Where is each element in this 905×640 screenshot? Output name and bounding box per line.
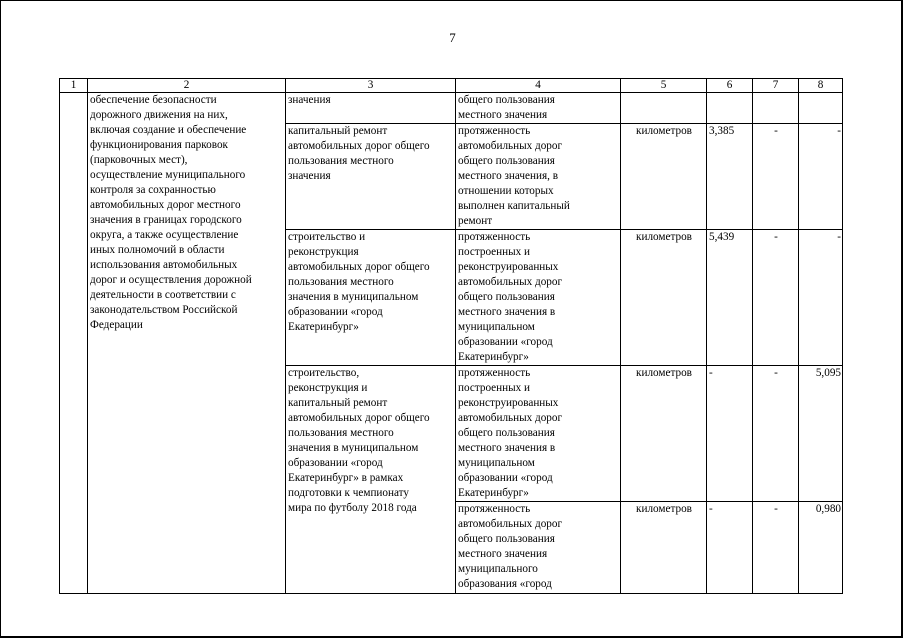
value-cell: 3,385 xyxy=(707,124,753,230)
unit-cell: километров xyxy=(621,502,707,594)
header-cell: 2 xyxy=(88,79,286,93)
table-row xyxy=(60,93,843,124)
value-cell xyxy=(707,93,753,124)
col2-cell xyxy=(88,93,286,594)
value-cell: - xyxy=(753,124,799,230)
value-cell xyxy=(753,93,799,124)
value-cell: 5,439 xyxy=(707,230,753,366)
header-cell: 1 xyxy=(60,79,88,93)
header-cell: 8 xyxy=(799,79,843,93)
col2-text: обеспечение безопасности дорожного движения на них, включая создание и обеспечение функционирования парковок (парковочных мест), осуществление муниципального контроля за сохранностью автомобильных дорог местного значения в границах городского округа, а также осуществление иных полномочий в области использования автомобильных дорог и осуществления дорожной деятельности в соответствии с законодательством Российской Федерации xyxy=(90,94,252,331)
unit-cell xyxy=(621,93,707,124)
header-cell: 3 xyxy=(286,79,456,93)
value-cell xyxy=(799,93,843,124)
header-cell: 6 xyxy=(707,79,753,93)
value-cell: - xyxy=(753,366,799,502)
col3-cell: капитальный ремонт автомобильных дорог общего пользования местного значения xyxy=(286,124,456,230)
col4-cell: протяженность автомобильных дорог общего пользования местного значения, в отношении которых выполнен капитальный ремонт xyxy=(456,124,621,230)
value-cell: - xyxy=(707,366,753,502)
value-cell: - xyxy=(799,124,843,230)
col3-cell: значения xyxy=(286,93,456,124)
header-cell: 5 xyxy=(621,79,707,93)
col4-cell: протяженность построенных и реконструированных автомобильных дорог общего пользования местного значения в муниципальном образовании «город Екатеринбург» xyxy=(456,366,621,502)
page-number: 7 xyxy=(449,30,456,45)
col3-cell: строительство, реконструкция и капитальный ремонт автомобильных дорог общего пользования местного значения в муниципальном образовании «город Екатеринбург» в рамках подготовки к чемпионату мира по футболу 2018 года xyxy=(286,366,456,594)
header-row xyxy=(60,79,843,93)
col4-cell: общего пользования местного значения xyxy=(456,93,621,124)
value-cell: 0,980 xyxy=(799,502,843,594)
unit-cell: километров xyxy=(621,366,707,502)
col4-cell: протяженность автомобильных дорог общего пользования местного значения муниципального образования «город xyxy=(456,502,621,594)
value-cell: - xyxy=(799,230,843,366)
col3-cell: строительство и реконструкция автомобильных дорог общего пользования местного значения в муниципальном образовании «город Екатеринбург» xyxy=(286,230,456,366)
value-cell: - xyxy=(753,502,799,594)
value-cell: 5,095 xyxy=(799,366,843,502)
col1-cell xyxy=(60,93,88,594)
col4-cell: протяженность построенных и реконструированных автомобильных дорог общего пользования местного значения в муниципальном образовании «город Екатеринбург» xyxy=(456,230,621,366)
data-table xyxy=(59,78,843,594)
header-cell: 4 xyxy=(456,79,621,93)
header-cell: 7 xyxy=(753,79,799,93)
unit-cell: километров xyxy=(621,230,707,366)
unit-cell: километров xyxy=(621,124,707,230)
value-cell: - xyxy=(753,230,799,366)
value-cell: - xyxy=(707,502,753,594)
